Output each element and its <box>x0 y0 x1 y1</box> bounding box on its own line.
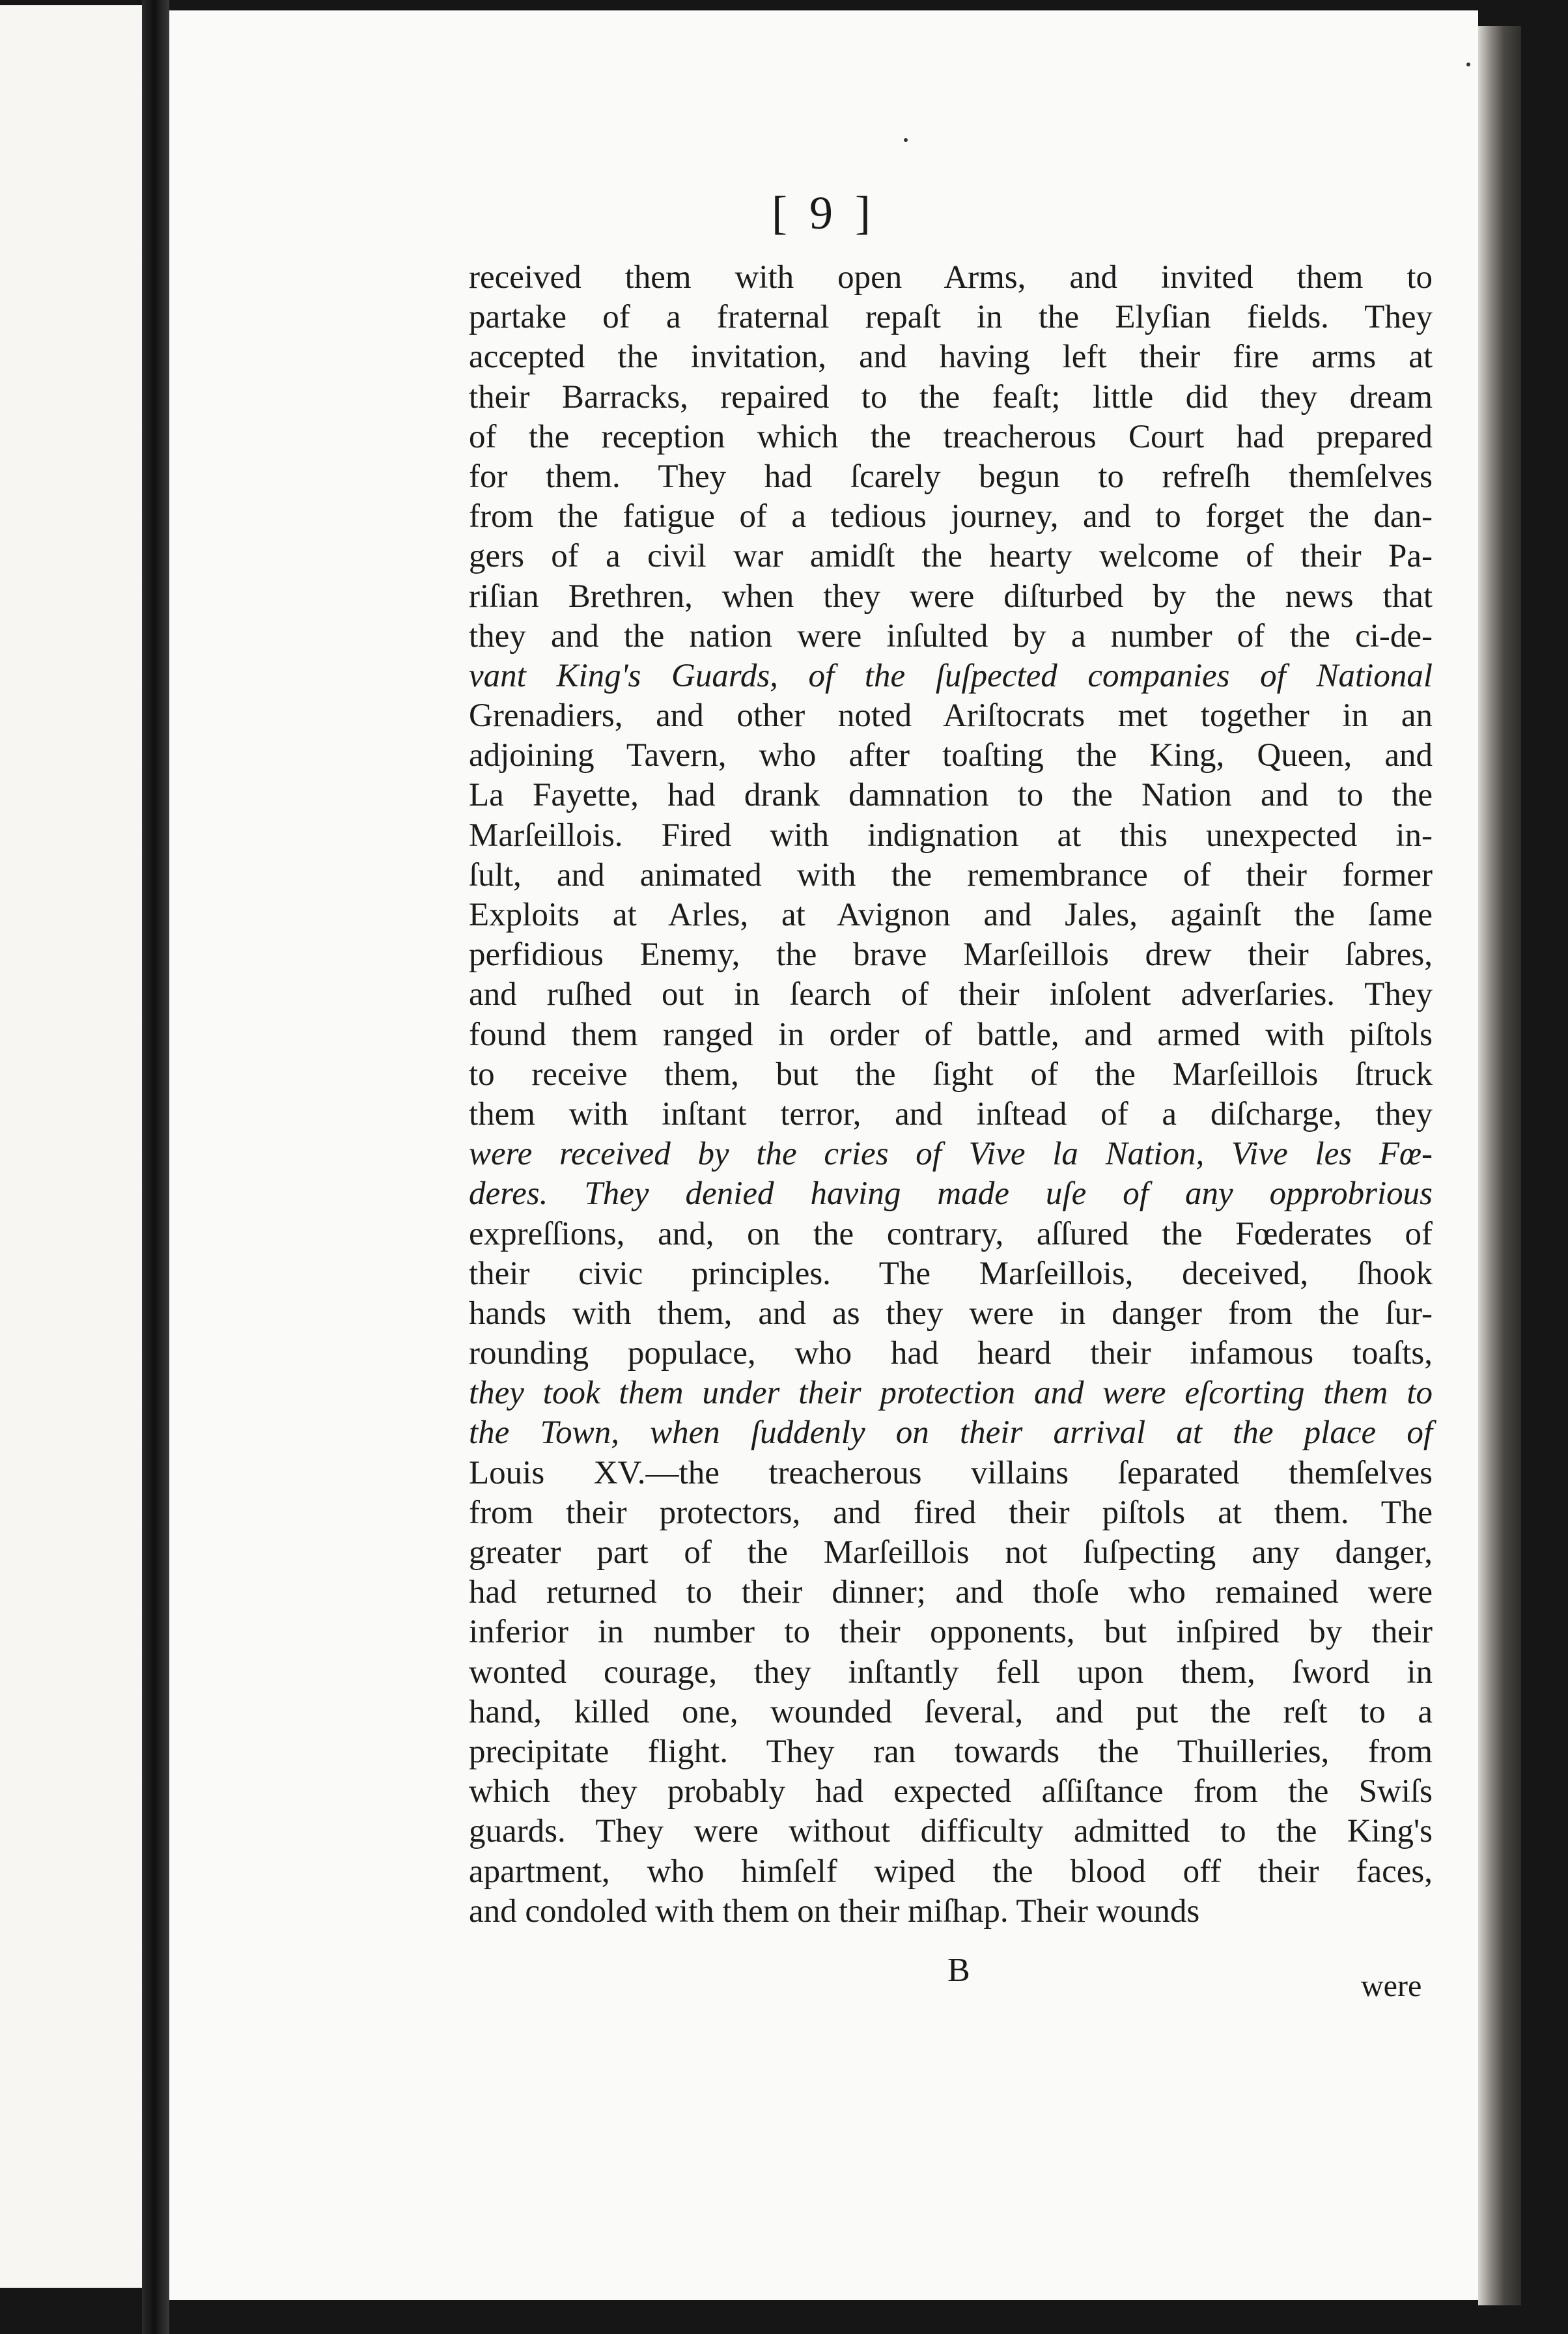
text-line: La Fayette, had drank damnation to the Nation and to the <box>469 777 1433 814</box>
text-line: from the fatigue of a tedious journey, and to forget the dan- <box>469 498 1433 535</box>
text-line: their civic principles. The Marſeillois, deceived, ſhook <box>469 1255 1433 1292</box>
text-line: riſian Brethren, when they were diſturbed by the news that <box>469 578 1433 615</box>
text-line: precipitate flight. They ran towards the Thuilleries, from <box>469 1733 1433 1770</box>
text-line: and condoled with them on their miſhap. Their wounds <box>469 1892 1200 1930</box>
text-line: ſult, and animated with the remembrance of their former <box>469 856 1433 893</box>
text-line: accepted the invitation, and having left their fire arms at <box>469 339 1433 376</box>
text-line: expreſſions, and, on the contrary, aſſured the Fœderates of <box>469 1215 1433 1252</box>
text-line: for them. They had ſcarely begun to refreſh themſelves <box>469 458 1433 495</box>
page-edge-shadow <box>1478 26 1521 2305</box>
text-line: Louis XV.—the treacherous villains ſeparated themſelves <box>469 1454 1433 1491</box>
text-line: inferior in number to their opponents, but inſpired by their <box>469 1614 1433 1651</box>
text-line: they and the nation were inſulted by a number of the ci-de- <box>469 617 1433 654</box>
text-line: apartment, who himſelf wiped the blood off their faces, <box>469 1853 1433 1890</box>
text-line: greater part of the Marſeillois not ſuſpecting any danger, <box>469 1534 1433 1571</box>
text-line: adjoining Tavern, who after toaſting the King, Queen, and <box>469 737 1433 774</box>
text-line: were received by the cries of Vive la Nation, Vive les Fœ- <box>469 1136 1433 1173</box>
text-line: vant King's Guards, of the ſuſpected companies of National <box>469 657 1433 694</box>
text-line: their Barracks, repaired to the feaſt; little did they dream <box>469 378 1433 415</box>
text-line: found them ranged in order of battle, and armed with piſtols <box>469 1016 1433 1053</box>
text-line: rounding populace, who had heard their infamous toaſts, <box>469 1335 1433 1372</box>
text-line: of the reception which the treacherous Court had prepared <box>469 418 1433 455</box>
ink-speck <box>1466 63 1470 66</box>
facing-page <box>0 5 142 2288</box>
text-line: and ruſhed out in ſearch of their inſolent adverſaries. They <box>469 976 1433 1013</box>
text-line: Grenadiers, and other noted Ariſtocrats met together in an <box>469 697 1433 735</box>
text-line: deres. They denied having made uſe of any opprobrious <box>469 1175 1433 1213</box>
text-line: had returned to their dinner; and thoſe who remained were <box>469 1574 1433 1611</box>
text-line: gers of a civil war amidſt the hearty welcome of their Pa- <box>469 538 1433 575</box>
text-line: Marſeillois. Fired with indignation at this unexpected in- <box>469 817 1433 854</box>
book-gutter <box>142 0 169 2334</box>
text-line: Exploits at Arles, at Avignon and Jales, againſt the ſame <box>469 897 1433 933</box>
text-line: which they probably had expected aſſiſtance from the Swiſs <box>469 1773 1433 1810</box>
ink-speck <box>904 138 908 142</box>
book-page <box>169 10 1478 2300</box>
text-line: them with inſtant terror, and inſtead of a diſcharge, they <box>469 1095 1433 1132</box>
page-number: [ 9 ] <box>772 187 876 239</box>
text-line: guards. They were without difficulty admitted to the King's <box>469 1813 1433 1850</box>
text-line: from their protectors, and fired their piſtols at them. The <box>469 1494 1433 1531</box>
catchword: were <box>1361 1969 1422 2003</box>
text-line: hand, killed one, wounded ſeveral, and put the reſt to a <box>469 1693 1433 1730</box>
text-line: hands with them, and as they were in danger from the ſur- <box>469 1295 1433 1332</box>
text-line: wonted courage, they inſtantly fell upon them, ſword in <box>469 1653 1433 1691</box>
signature-mark: B <box>947 1952 970 1989</box>
body-text <box>469 258 1433 1932</box>
text-line: perfidious Enemy, the brave Marſeillois drew their ſabres, <box>469 936 1433 974</box>
text-line: partake of a fraternal repaſt in the Elyſian fields. They <box>469 299 1433 336</box>
text-line: received them with open Arms, and invited them to <box>469 259 1433 296</box>
text-line: to receive them, but the ſight of the Marſeillois ſtruck <box>469 1056 1433 1093</box>
text-line: the Town, when ſuddenly on their arrival at the place of <box>469 1414 1433 1452</box>
text-line: they took them under their protection and were eſcorting them to <box>469 1375 1433 1412</box>
